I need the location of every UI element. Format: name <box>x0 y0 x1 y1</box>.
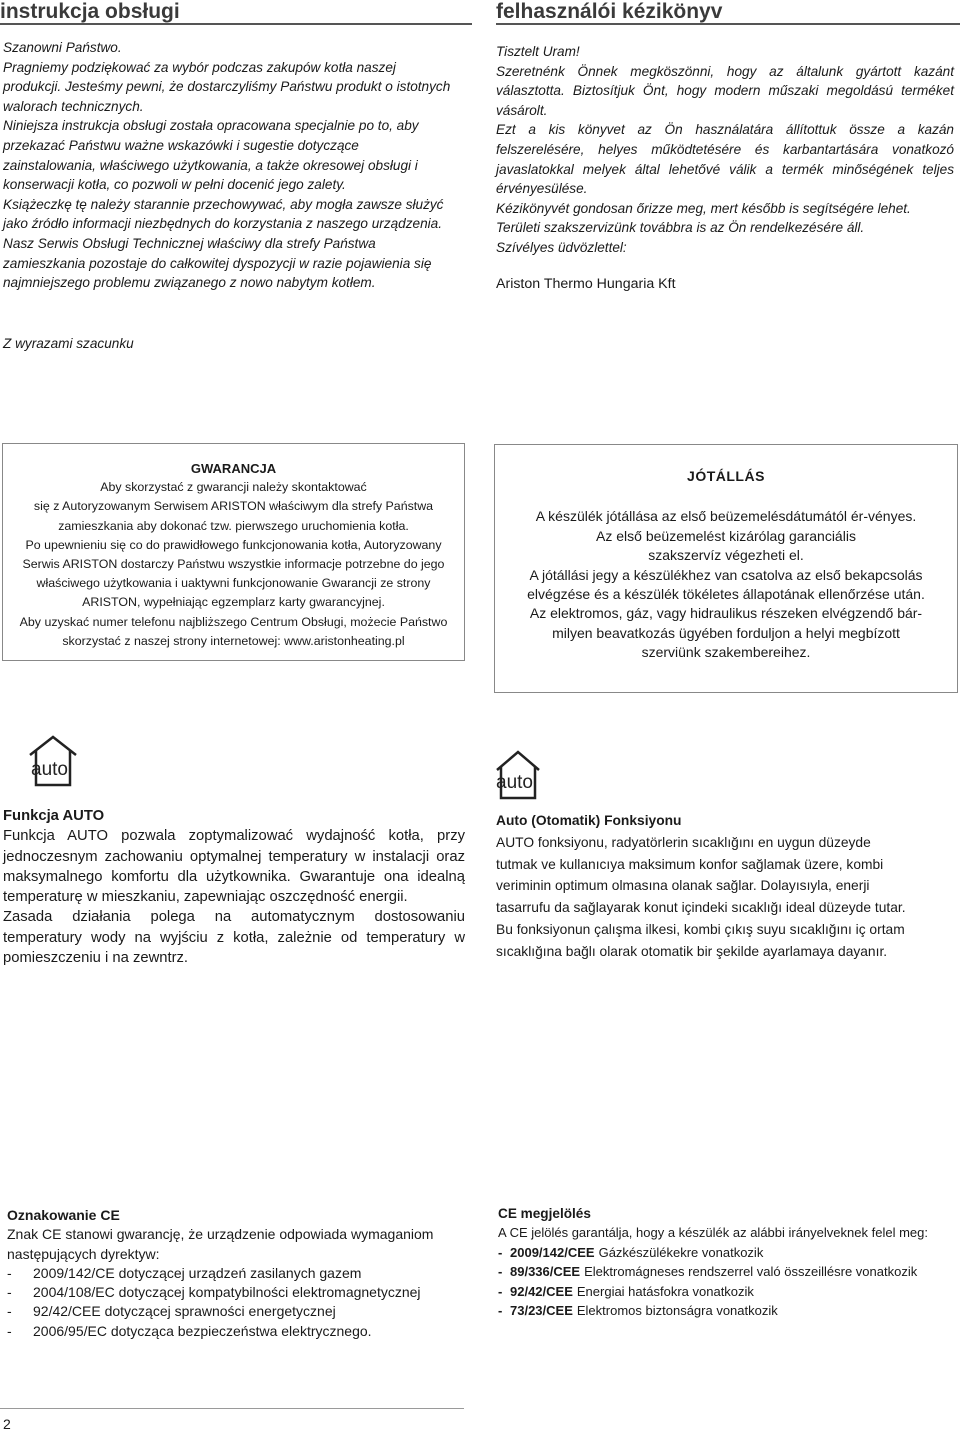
ce-pl-list <box>7 1264 467 1341</box>
warranty-pl-line: Serwis ARISTON dostarczy Państwu wszystkie informacje potrzebne do jego <box>22 557 445 572</box>
intro-hu-paragraph: Szeretnénk Önnek megköszönni, hogy az általunk gyártott kazánt választotta. Biztosítjuk Önt, hogy modern műszaki megoldású terméket vásárolt. <box>496 63 954 118</box>
warranty-hu-title: JÓTÁLLÁS <box>687 468 765 484</box>
list-item: - 2009/142/CEE Gázkészülékekre vonatkozik <box>498 1244 764 1260</box>
auto-pl-title: Funkcja AUTO <box>3 808 105 824</box>
warranty-hu-line: Az elektromos, gáz, vagy hidraulikus részeken elvégzendő bár- <box>529 605 923 622</box>
auto-section-tr <box>496 810 956 963</box>
auto-icon-label: auto <box>496 772 533 793</box>
warranty-pl-title: GWARANCJA <box>190 461 277 476</box>
ce-hu-title: CE megjelölés <box>498 1206 591 1221</box>
ce-section-hu <box>498 1204 958 1320</box>
warranty-hu-line: szakszervíz végezheti el. <box>648 547 804 564</box>
auto-section-pl <box>3 806 465 968</box>
auto-tr-line: AUTO fonksiyonu, radyatörlerin sıcaklığını en uygun düzeyde <box>496 834 871 850</box>
warranty-box-pl <box>2 443 465 661</box>
intro-hu-paragraph: Szívélyes üdvözlettel: <box>496 239 627 255</box>
warranty-pl-line: Aby uzyskać numer telefonu najbliższego Centrum Obsługi, możecie Państwo <box>19 614 448 629</box>
auto-house-icon <box>27 735 79 787</box>
list-item: - 92/42/CEE dotyczącej sprawności energetycznej <box>7 1303 336 1320</box>
intro-pl-paragraph: Książeczkę tę należy starannie przechowywać, aby mogła zawsze służyć jako źródło informacji niezbędnych do korzystania z naszego urządzenia. <box>3 196 444 232</box>
auto-tr-line: veriminin optimum olmasına olanak sağlar. Dolayısıyla, enerji <box>496 878 870 894</box>
intro-hu-paragraph: Tisztelt Uram! <box>496 44 580 59</box>
list-item: - 2009/142/CE dotyczącej urządzeń zasilanych gazem <box>7 1264 362 1281</box>
list-item: - 2006/95/EC dotycząca bezpieczeństwa elektrycznego. <box>7 1322 372 1339</box>
warranty-hu-line: milyen beavatkozás ügyében forduljon a helyi megbízott <box>552 624 900 641</box>
warranty-hu-line: A jótállási jegy a készülékhez van csatolva az első bekapcsolás <box>529 566 923 583</box>
auto-pl-paragraph: Zasada działania polega na automatycznym dostosowaniu temperatury wody na wyjściu z kotła, zależnie od temperatury w pomieszczeniu i na zewntrz. <box>3 909 465 967</box>
intro-pl-paragraph: Pragniemy podziękować za wybór podczas zakupów kotła naszej produkcji. Jesteśmy pewni, że dostarczyliśmy Państwu produkt o istotnych walorach technicznych. <box>3 59 451 114</box>
auto-icon-label: auto <box>31 759 68 780</box>
closing-pl: Z wyrazami szacunku <box>3 336 134 351</box>
header-rule-left <box>0 23 472 25</box>
warranty-hu-line: szerviünk szakembereihez. <box>641 644 811 661</box>
page-title-hu: felhasználói kézikönyv <box>496 0 723 23</box>
auto-tr-line: tutmak ve kullanıcıya maksimum konfor sağlamak üzere, kombi <box>496 856 884 872</box>
intro-pl <box>3 38 453 293</box>
warranty-pl-line: właściwego użytkowania i uaktywni funkcjonowanie Gwarancji ze strony <box>36 576 431 591</box>
warranty-pl-line: skorzystać z naszej strony internetowej: www.aristonheating.pl <box>62 633 405 648</box>
warranty-pl-line: ARISTON, wypełniając egzemplarz karty gwarancyjnej. <box>82 595 385 610</box>
auto-pl-paragraph: Funkcja AUTO pozwala zoptymalizować wydajność kotła, przy jednoczesnym zachowaniu optymalnej temperatury w instalacji oraz maksymalnego komfortu dla użytkownika. Gwarantuje ona idealną temperaturę w mieszkaniu, zapewniając oszczędność energii. <box>3 828 465 906</box>
ce-pl-intro: Znak CE stanowi gwarancję, że urządzenie odpowiada wymaganiom następujących dyrektyw: <box>7 1226 434 1262</box>
warranty-pl-line: Po upewnieniu się co do prawidłowego funkcjonowania kotła, Autoryzowany <box>25 537 442 552</box>
list-item: - 2004/108/EC dotyczącej kompatybilności elektromagnetycznej <box>7 1284 421 1301</box>
auto-tr-line: Bu fonksiyonun çalışma ilkesi, kombi çıkış suyu sıcaklığını iç ortam <box>496 921 905 937</box>
intro-hu-paragraph: Ezt a kis könyvet az Ön használatára állítottuk össze a kazán felszerelésére, helyes működtetésére és karbantartására vonatkozó javaslatokkal melyek által lehetővé válik a termék minőségének teljes érvényesülése. <box>496 122 954 197</box>
page-title-pl: instrukcja obsługi <box>0 0 180 23</box>
warranty-box-hu <box>494 444 958 693</box>
list-item: - 73/23/CEE Elektromos biztonságra vonatkozik <box>498 1303 778 1319</box>
company-name: Ariston Thermo Hungaria Kft <box>496 276 676 292</box>
intro-hu-paragraph: Területi szakszervizünk továbbra is az Ön rendelkezésére áll. <box>496 220 865 236</box>
page-number: 2 <box>3 1416 11 1432</box>
auto-tr-title: Auto (Otomatik) Fonksiyonu <box>496 813 682 828</box>
intro-pl-paragraph: Szanowni Państwo. <box>3 40 122 55</box>
warranty-hu-line: A készülék jótállása az első beüzemelésdátumától ér-vényes. <box>535 508 917 525</box>
warranty-pl-line: się z Autoryzowanym Serwisem ARISTON właściwym dla strefy Państwa <box>33 499 434 514</box>
auto-tr-line: tasarrufu da sağlayarak konut içindeki sıcaklığı ideal düzeyde tutar. <box>496 900 906 916</box>
footer-rule <box>0 1408 464 1409</box>
list-item: - 92/42/CEE Energiai hatásfokra vonatkozik <box>498 1283 754 1299</box>
list-item: - 89/336/CEE Elektromágneses rendszerrel való összeillésre vonatkozik <box>498 1264 918 1280</box>
header-rule-right <box>496 23 960 25</box>
ce-hu-intro: A CE jelölés garantálja, hogy a készülék az alábbi irányelveknek felel meg: <box>498 1225 928 1241</box>
ce-hu-list <box>498 1243 958 1321</box>
auto-tr-line: sıcaklığına bağlı olarak otomatik bir şekilde ayarlamaya dayanır. <box>496 943 888 959</box>
auto-house-icon <box>495 748 541 800</box>
intro-pl-paragraph: Nasz Serwis Obsługi Technicznej właściwy dla strefy Państwa zamieszkania pozostaje do całkowitej dyspozycji w razie pojawienia się najmniejszego problemu związanego z nowo nabytym kotłem. <box>3 235 432 291</box>
warranty-hu-line: Az első beüzemelést kizárólag garanciális <box>596 527 856 544</box>
ce-section-pl <box>7 1206 467 1341</box>
warranty-hu-line: elvégzése és a készülék tökéletes állapotának ellenőrzése után. <box>527 586 925 603</box>
intro-hu <box>496 42 954 258</box>
intro-pl-paragraph: Niniejsza instrukcja obsługi została opracowana specjalnie po to, aby przekazać Państwu ważne wskazówki i sugestie dotyczące zainstalowania, właściwego użytkowania, a także okresowej obsługi i konserwacji kotła, co pozwoli w pełni docenić jego zalety. <box>3 118 419 193</box>
warranty-hu-spacer <box>495 486 957 507</box>
intro-hu-paragraph: Kézikönyvét gondosan őrizze meg, mert később is segítségére lehet. <box>496 200 911 216</box>
warranty-pl-line: zamieszkania aby dokonać tzw. pierwszego uruchomienia kotła. <box>58 518 409 533</box>
ce-pl-title: Oznakowanie CE <box>7 1207 120 1223</box>
warranty-pl-line: Aby skorzystać z gwarancji należy skontaktować <box>100 480 367 495</box>
